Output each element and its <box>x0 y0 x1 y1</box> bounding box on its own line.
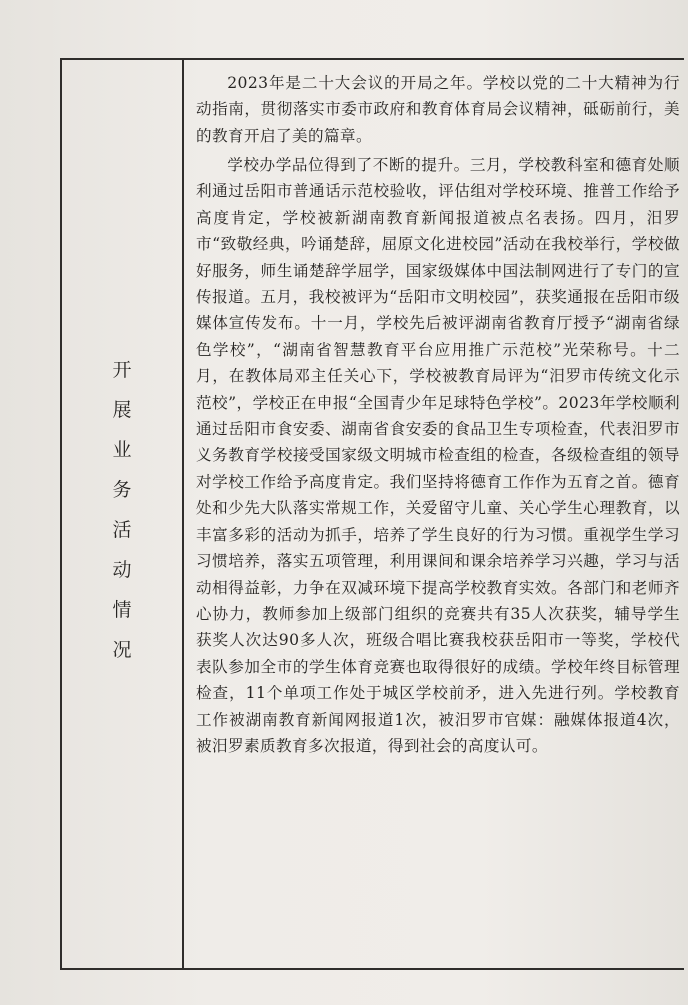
label-char: 活 <box>112 519 132 541</box>
row-label-cell <box>62 60 184 968</box>
form-table <box>60 58 684 970</box>
paragraph-body: 学校办学品位得到了不断的提升。三月，学校教科室和德育处顺利通过岳阳市普通话示范校验收，评估组对学校环境、推普工作给予高度肯定，学校被新湖南教育新闻报道被点名表扬。四月，汨罗市“致敬经典，吟诵楚辞，屈原文化进校园”活动在我校举行，学校做好服务，师生诵楚辞学屈学，国家级媒体中国法制网进行了专门的宣传报道。五月，我校被评为“岳阳市文明校园”，获奖通报在岳阳市级媒体宣传发布。十一月，学校先后被评湖南省教育厅授予“湖南省绿色学校”，“湖南省智慧教育平台应用推广示范校”光荣称号。十二月，在教体局邓主任关心下，学校被教育局评为“汨罗市传统文化示范校”，学校正在申报“全国青少年足球特色学校”。2023年学校顺利通过岳阳市食安委、湖南省食安委的食品卫生专项检查，代表汨罗市义务教育学校接受国家级文明城市检查组的检查，各级检查组的领导对学校工作给予高度肯定。我们坚持将德育工作作为五育之首。德育处和少先大队落实常规工作，关爱留守儿童、关心学生心理教育，以丰富多彩的活动为抓手，培养了学生良好的行为习惯。重视学生学习习惯培养，落实五项管理，利用课间和课余培养学习兴趣，学习与活动相得益彰，力争在双减环境下提高学校教育实效。各部门和老师齐心协力，教师参加上级部门组织的竞赛共有35人次获奖，辅导学生获奖人次达90多人次，班级合唱比赛我校获岳阳市一等奖，学校代表队参加全市的学生体育竞赛也取得很好的成绩。学校年终目标管理检查，11个单项工作处于城区学校前矛，进入先进行列。学校教育工作被湖南教育新闻网报道1次，被汨罗市官媒：融媒体报道4次，被汨罗素质教育多次报道，得到社会的高度认可。 <box>196 156 680 755</box>
label-char: 展 <box>112 399 132 421</box>
label-char: 动 <box>112 559 132 581</box>
content-cell <box>184 60 684 968</box>
label-char: 况 <box>112 639 132 661</box>
label-char: 情 <box>112 599 132 621</box>
label-char: 业 <box>112 439 132 461</box>
label-char: 开 <box>112 359 132 381</box>
label-char: 务 <box>112 479 132 501</box>
paragraph-intro: 2023年是二十大会议的开局之年。学校以党的二十大精神为行动指南，贯彻落实市委市政府和教育体育局会议精神，砥砺前行，美的教育开启了美的篇章。 <box>196 74 680 145</box>
row-label-vertical-text <box>62 350 182 670</box>
